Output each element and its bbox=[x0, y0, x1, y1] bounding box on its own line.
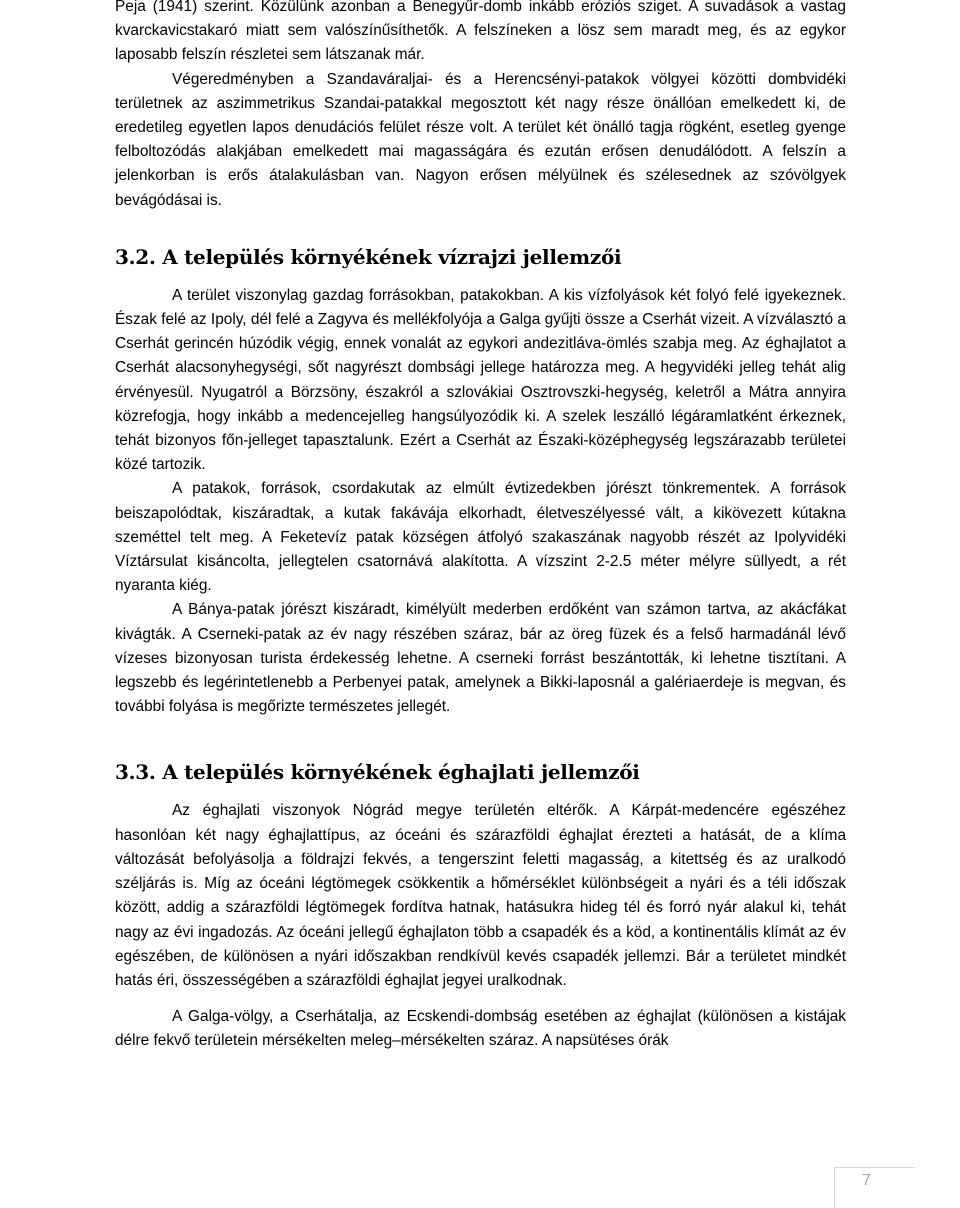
paragraph-vizrajz-1: A terület viszonylag gazdag forrásokban, patakokban. A kis vízfolyások két folyó felé igyekeznek. Észak felé az Ipoly, dél felé a Zagyva és mellékfolyója a Galga gyűjti össze a Cserhát vizeit. A vízválasztó a Cserhát gerincén húzódik végig, ennek vonalát az egykori andezitláva-ömlés szabja meg. Az éghajlatot a Cserhát alacsonyhegységi, sőt nagyrészt dombsági jellege határozza meg. A hegyvidéki jelleg tehát alig érvényesül. Nyugatról a Börzsöny, északról a szlovákiai Osztrovszki-hegység, keletről a Mátra annyira közrefogja, hogy inkább a medencejelleg hangsúlyozódik ki. A szelek leszálló légáramlatként érkeznek, tehát bizonyos főn-jelleget tapasztalunk. Ezért a Cserhát az Északi-középhegység legszárazabb területei közé tartozik. bbox=[115, 286, 846, 474]
paragraph-eghajlat-1: Az éghajlati viszonyok Nógrád megye területén eltérők. A Kárpát-medencére egészéhez hasonlóan két nagy éghajlattípus, az óceáni és szárazföldi éghajlat érezteti a hatását, de a klíma változását befolyásolja a földrajzi fekvés, a tengerszint feletti magasság, a kitettség és az uralkodó széljárás is. Míg az óceáni légtömegek csökkentik a hőmérséklet különbségeit a nyári és a téli időszak között, addig a szárazföldi légtömegek fordítva hatnak, hatásukra hideg tél és forró nyár alakul ki, tehát nagy az évi ingadozás. Az óceáni jellegű éghajlaton több a csapadék és a köd, a kontinentális klímát az év egészében, de különösen a nyári időszakban rendkívül kevés csapadék jellemzi. Bár a területet mindkét hatás éri, összességében a szárazföldi éghajlat jegyei uralkodnak. bbox=[115, 802, 846, 989]
page-number-frame bbox=[834, 1167, 915, 1208]
page-number: 7 bbox=[862, 1172, 871, 1189]
section-heading-vizrajz: 3.2. A település környékének vízrajzi jellemzői bbox=[115, 244, 622, 269]
paragraph-eghajlat-2: A Galga-völgy, a Cserhátalja, az Ecskendi-dombság esetében az éghajlat (különösen a kistájak délre fekvő területein mérsékelten meleg–mérsékelten száraz. A napsütéses órák bbox=[115, 1008, 846, 1050]
paragraph-intro: Peja (1941) szerint. Közülünk azonban a Benegyűr-domb inkább eróziós sziget. A suvadások a vastag kvarckavicstakaró miatt sem valószínűsíthetők. A felszíneken a lösz sem maradt meg, és az egykor laposabb felszín részletei sem látszanak már. bbox=[115, 0, 846, 64]
paragraph-vegeredmenyben: Végeredményben a Szandaváraljai- és a Herencsényi-patakok völgyei közötti dombvidéki területnek az aszimmetrikus Szandai-patakkal megosztott két nagy része önállóan emelkedett ki, de eredetileg egyetlen lapos denudációs felület része volt. A terület két önálló tagja rögként, esetleg gyenge felboltozódás alakjában emelkedett mai magasságára és ezután erősen denudálódott. A felszín a jelenkorban is erős átalakulásban van. Nagyon erősen mélyülnek és szélesednek az szóvölgyek bevágódásai is. bbox=[115, 70, 846, 209]
paragraph-vizrajz-2: A patakok, források, csordakutak az elmúlt évtizedekben jórészt tönkrementek. A források beiszapolódtak, kiszáradtak, a kutak fakávája elkorhadt, életveszélyessé vált, a kikövezett kútakna szeméttel telt meg. A Feketevíz patak községen átfolyó szakaszának nagyobb részét az Ipolyvidéki Víztársulat kisáncolta, jellegtelen csatornává alakította. A vízszint 2-2.5 méter mélyre süllyedt, a rét nyaranta kiég. bbox=[115, 480, 846, 595]
section-heading-eghajlat: 3.3. A település környékének éghajlati jellemzői bbox=[115, 760, 640, 785]
paragraph-vizrajz-3: A Bánya-patak jórészt kiszáradt, kimélyült mederben erdőként van számon tartva, az akácfákat kivágták. A Cserneki-patak az év nagy részében száraz, bár az öreg füzek és a felső harmadánál lévő vízeses bizonyosan turista érdekesség lehetne. A cserneki forrást beszántották, ki lehetne tisztítani. A legszebb és legérintetlenebb a Perbenyei patak, amelynek a Bikki-laposnál a galériaerdeje is megvan, és további folyása is megőrizte természetes jellegét. bbox=[115, 601, 846, 716]
document-page bbox=[115, 0, 846, 1054]
